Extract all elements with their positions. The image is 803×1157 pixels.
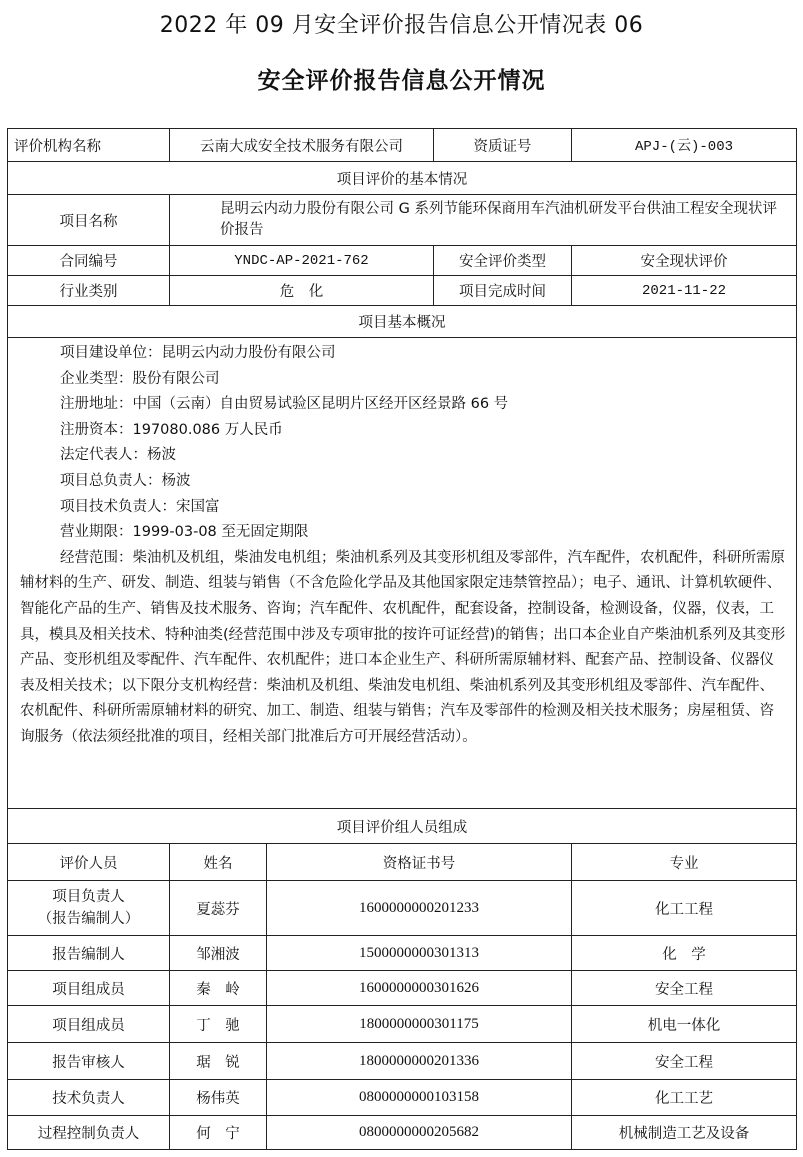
team-row <box>8 1116 797 1150</box>
team-header-row <box>8 844 797 881</box>
finish-value: 2021-11-22 <box>572 276 797 306</box>
cert-label: 资质证号 <box>434 129 572 162</box>
team-cert: 1600000000201233 <box>267 881 572 936</box>
team-row <box>8 1080 797 1116</box>
team-cert: 1800000000201336 <box>267 1043 572 1080</box>
project-name-value: 昆明云内动力股份有限公司 G 系列节能环保商用车汽油机研发平台供油工程安全现状评价报告 <box>170 195 797 246</box>
team-name: 何 宁 <box>170 1116 267 1150</box>
team-role: 过程控制负责人 <box>8 1116 170 1150</box>
contract-value: YNDC-AP-2021-762 <box>170 246 434 276</box>
team-major: 化 学 <box>572 936 797 971</box>
team-role <box>8 881 170 936</box>
team-role: 项目组成员 <box>8 1006 170 1043</box>
contract-label: 合同编号 <box>8 246 170 276</box>
team-major: 安全工程 <box>572 971 797 1006</box>
basic-section-title: 项目评价的基本情况 <box>8 162 797 195</box>
page-title: 2022 年 09 月安全评价报告信息公开情况表 06 <box>159 13 644 38</box>
overview-line: 注册资本：197080.086 万人民币 <box>60 421 283 438</box>
overview-row <box>8 338 797 809</box>
team-cert: 1500000000301313 <box>267 936 572 971</box>
team-header-name: 姓名 <box>170 844 267 881</box>
team-row <box>8 881 797 936</box>
team-name: 琚 锐 <box>170 1043 267 1080</box>
team-cert: 0800000000103158 <box>267 1080 572 1116</box>
team-major: 机电一体化 <box>572 1006 797 1043</box>
team-name: 邹湘波 <box>170 936 267 971</box>
org-row <box>8 129 797 162</box>
team-header-role: 评价人员 <box>8 844 170 881</box>
industry-label: 行业类别 <box>8 276 170 306</box>
overview-line: 法定代表人：杨波 <box>60 447 176 464</box>
team-cert: 0800000000205682 <box>267 1116 572 1150</box>
team-header-major: 专业 <box>572 844 797 881</box>
team-cert: 1800000000301175 <box>267 1006 572 1043</box>
team-name: 夏蕊芬 <box>170 881 267 936</box>
report-info-table <box>7 128 797 1150</box>
eval-type-value: 安全现状评价 <box>572 246 797 276</box>
team-role: 报告编制人 <box>8 936 170 971</box>
team-major: 化工工艺 <box>572 1080 797 1116</box>
team-name: 秦 岭 <box>170 971 267 1006</box>
overview-content <box>8 338 797 809</box>
team-role: 技术负责人 <box>8 1080 170 1116</box>
overview-section-title: 项目基本概况 <box>8 306 797 338</box>
team-name: 丁 驰 <box>170 1006 267 1043</box>
industry-row <box>8 276 797 306</box>
overview-line: 项目总负责人：杨波 <box>60 472 191 489</box>
org-label: 评价机构名称 <box>8 129 170 162</box>
team-row <box>8 1043 797 1080</box>
team-row <box>8 1006 797 1043</box>
team-row <box>8 936 797 971</box>
team-header-cert: 资格证书号 <box>267 844 572 881</box>
team-row <box>8 971 797 1006</box>
overview-line: 企业类型：股份有限公司 <box>60 370 220 387</box>
team-major: 安全工程 <box>572 1043 797 1080</box>
project-name-row <box>8 195 797 246</box>
finish-label: 项目完成时间 <box>434 276 572 306</box>
overview-line: 注册地址：中国（云南）自由贸易试验区昆明片区经开区经景路 66 号 <box>60 396 509 413</box>
eval-type-label: 安全评价类型 <box>434 246 572 276</box>
team-section-title: 项目评价组人员组成 <box>8 809 797 844</box>
overview-line: 营业期限：1999-03-08 至无固定期限 <box>60 524 309 541</box>
team-role: 报告审核人 <box>8 1043 170 1080</box>
team-role-line: 项目负责人 <box>52 889 125 905</box>
team-cert: 1600000000301626 <box>267 971 572 1006</box>
project-name-label: 项目名称 <box>8 195 170 246</box>
contract-row <box>8 246 797 276</box>
overview-line: 项目技术负责人：宋国富 <box>60 498 220 515</box>
business-scope: 经营范围：柴油机及机组，柴油发电机组；柴油机系列及其变形机组及零部件，汽车配件，农机配件，科研所需原辅材料的生产、研发、制造、组装与销售（不含危险化学品及其他国家限定违禁管控品）；电子、通讯、计算机软硬件、智能化产品的生产、销售及技术服务、咨询；汽车配件、农机配件，配套设备，控制设备，检测设备，仪器，仪表，工具，模具及相关技术、特种油类(经营范围中涉及专项审批的按许可证经营)的销售；出口本企业自产柴油机系列及其变形产品、变形机组及零配件、汽车配件、农机配件；进口本企业生产、科研所需原辅材料、配套产品、控制设备、仪器仪表及相关技术；以下限分支机构经营：柴油机及机组、柴油发电机组、柴油机系列及其变形机组及零部件、汽车配件、农机配件、科研所需原辅材料的研究、加工、制造、组装与销售；汽车及零部件的检测及相关技术服务；房屋租赁、咨询服务（依法须经批准的项目，经相关部门批准后方可开展经营活动）。 <box>20 549 786 745</box>
team-role-line: （报告编制人） <box>37 911 140 927</box>
team-major: 机械制造工艺及设备 <box>572 1116 797 1150</box>
team-name: 杨伟英 <box>170 1080 267 1116</box>
team-role: 项目组成员 <box>8 971 170 1006</box>
page-subtitle: 安全评价报告信息公开情况 <box>257 68 546 94</box>
overview-line: 项目建设单位：昆明云内动力股份有限公司 <box>60 345 336 361</box>
team-major: 化工工程 <box>572 881 797 936</box>
cert-value: APJ-(云)-003 <box>572 129 797 162</box>
industry-value: 危 化 <box>170 276 434 306</box>
org-value: 云南大成安全技术服务有限公司 <box>170 129 434 162</box>
